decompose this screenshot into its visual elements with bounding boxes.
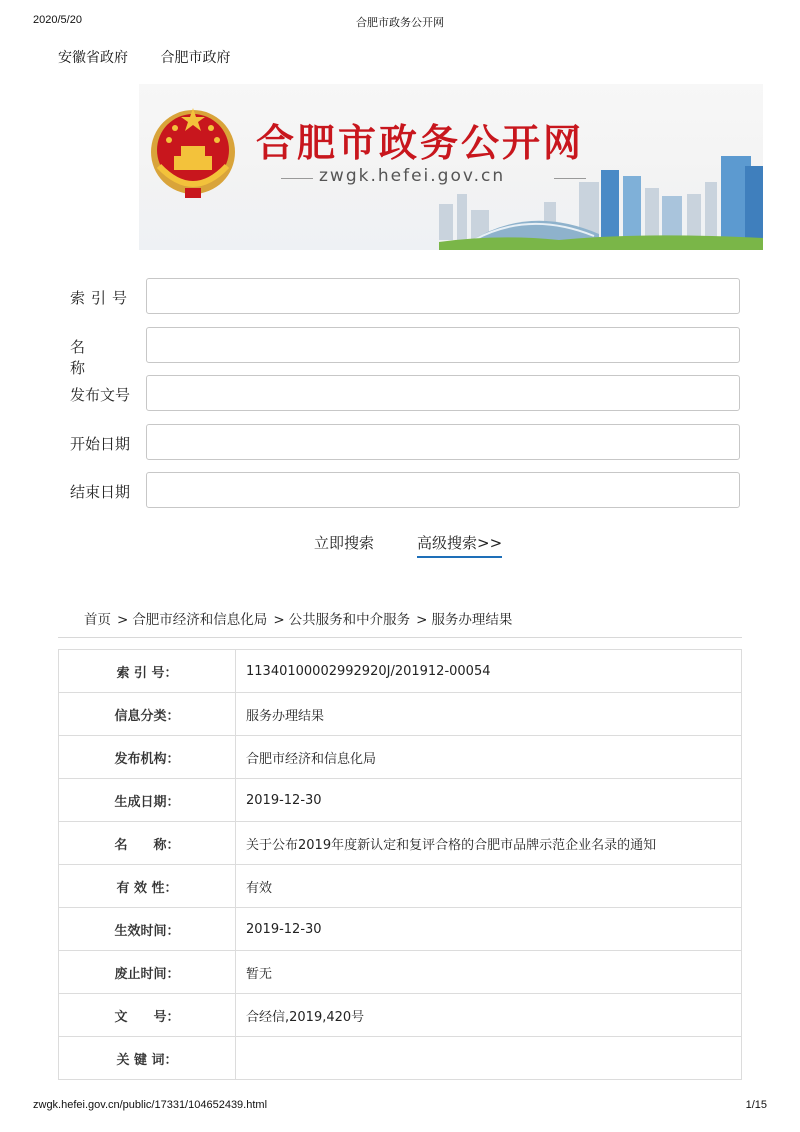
- end-date-input[interactable]: [146, 472, 740, 508]
- index-number-input[interactable]: [146, 278, 740, 314]
- index-number-label: 索引号: [70, 289, 134, 307]
- doc-number-input[interactable]: [146, 375, 740, 411]
- end-date-label: 结束日期: [70, 483, 131, 501]
- print-header: [33, 14, 767, 30]
- national-emblem-icon: [151, 108, 235, 198]
- breadcrumb-separator: >: [416, 612, 428, 628]
- info-key: 有 效 性：: [59, 865, 236, 908]
- print-footer: [33, 1099, 767, 1111]
- table-row: [59, 908, 742, 951]
- start-date-input[interactable]: [146, 424, 740, 460]
- top-links: [58, 47, 258, 67]
- table-row: [59, 994, 742, 1037]
- start-date-label: 开始日期: [70, 434, 131, 453]
- form-row-end-date: [58, 472, 742, 510]
- search-actions: [0, 532, 800, 558]
- info-value: [236, 1037, 742, 1080]
- breadcrumb-separator: >: [117, 612, 129, 628]
- breadcrumb-separator: >: [273, 612, 285, 628]
- name-input[interactable]: [146, 327, 740, 363]
- info-value: 2019-12-30: [236, 908, 742, 951]
- table-row: [59, 822, 742, 865]
- breadcrumb-bureau[interactable]: 合肥市经济和信息化局: [132, 612, 268, 628]
- domain-divider-right: [554, 178, 586, 179]
- link-hefei-gov[interactable]: 合肥市政府: [160, 50, 231, 66]
- info-value: 2019-12-30: [236, 779, 742, 822]
- document-info-table: [58, 649, 742, 1080]
- info-key: 生成日期：: [59, 779, 236, 822]
- table-row: [59, 1037, 742, 1080]
- info-key: 生效时间：: [59, 908, 236, 951]
- info-key: 发布机构：: [59, 736, 236, 779]
- breadcrumb: [84, 608, 512, 628]
- doc-number-label: 发布文号: [70, 386, 131, 404]
- form-row-doc-number: [58, 375, 742, 413]
- breadcrumb-home[interactable]: 首页: [84, 612, 111, 628]
- breadcrumb-divider: [58, 637, 742, 638]
- form-row-name: [58, 327, 742, 377]
- info-key: 关 键 词：: [59, 1037, 236, 1080]
- link-anhui-gov[interactable]: 安徽省政府: [58, 50, 128, 66]
- table-row: [59, 779, 742, 822]
- info-key: 索 引 号：: [59, 650, 236, 693]
- search-form: [58, 278, 742, 521]
- site-banner[interactable]: [139, 84, 763, 250]
- search-now-button[interactable]: 立即搜索: [314, 534, 375, 552]
- table-row: [59, 693, 742, 736]
- info-key: 废止时间：: [59, 951, 236, 994]
- info-value: 关于公布2019年度新认定和复评合格的合肥市品牌示范企业名录的通知: [236, 822, 742, 865]
- print-date: 2020/5/20: [33, 14, 82, 26]
- info-key: 文 号：: [59, 994, 236, 1037]
- name-label: 名称: [70, 337, 116, 377]
- table-row: [59, 951, 742, 994]
- form-row-index: [58, 278, 742, 316]
- info-value: 服务办理结果: [236, 693, 742, 736]
- table-row: [59, 650, 742, 693]
- info-key: 名 称：: [59, 822, 236, 865]
- print-url: zwgk.hefei.gov.cn/public/17331/104652439.html: [33, 1099, 268, 1111]
- print-page-number: 1/15: [745, 1099, 767, 1111]
- domain-divider-left: [281, 178, 313, 179]
- site-name: 合肥市政务公开网: [256, 120, 585, 165]
- table-row: [59, 865, 742, 908]
- breadcrumb-current[interactable]: 服务办理结果: [431, 612, 513, 628]
- info-value: 合肥市经济和信息化局: [236, 736, 742, 779]
- info-value: 暂无: [236, 951, 742, 994]
- print-doc-title: 合肥市政务公开网: [356, 16, 444, 29]
- info-value: 合经信,2019,420号: [236, 994, 742, 1037]
- info-key: 信息分类：: [59, 693, 236, 736]
- form-row-start-date: [58, 424, 742, 462]
- site-domain: zwgk.hefei.gov.cn: [319, 166, 506, 186]
- info-value: 有效: [236, 865, 742, 908]
- info-value: 11340100002992920J/201912-00054: [236, 650, 742, 693]
- breadcrumb-public-service[interactable]: 公共服务和中介服务: [288, 612, 411, 628]
- advanced-search-button[interactable]: 高级搜索>>: [417, 532, 502, 558]
- table-row: [59, 736, 742, 779]
